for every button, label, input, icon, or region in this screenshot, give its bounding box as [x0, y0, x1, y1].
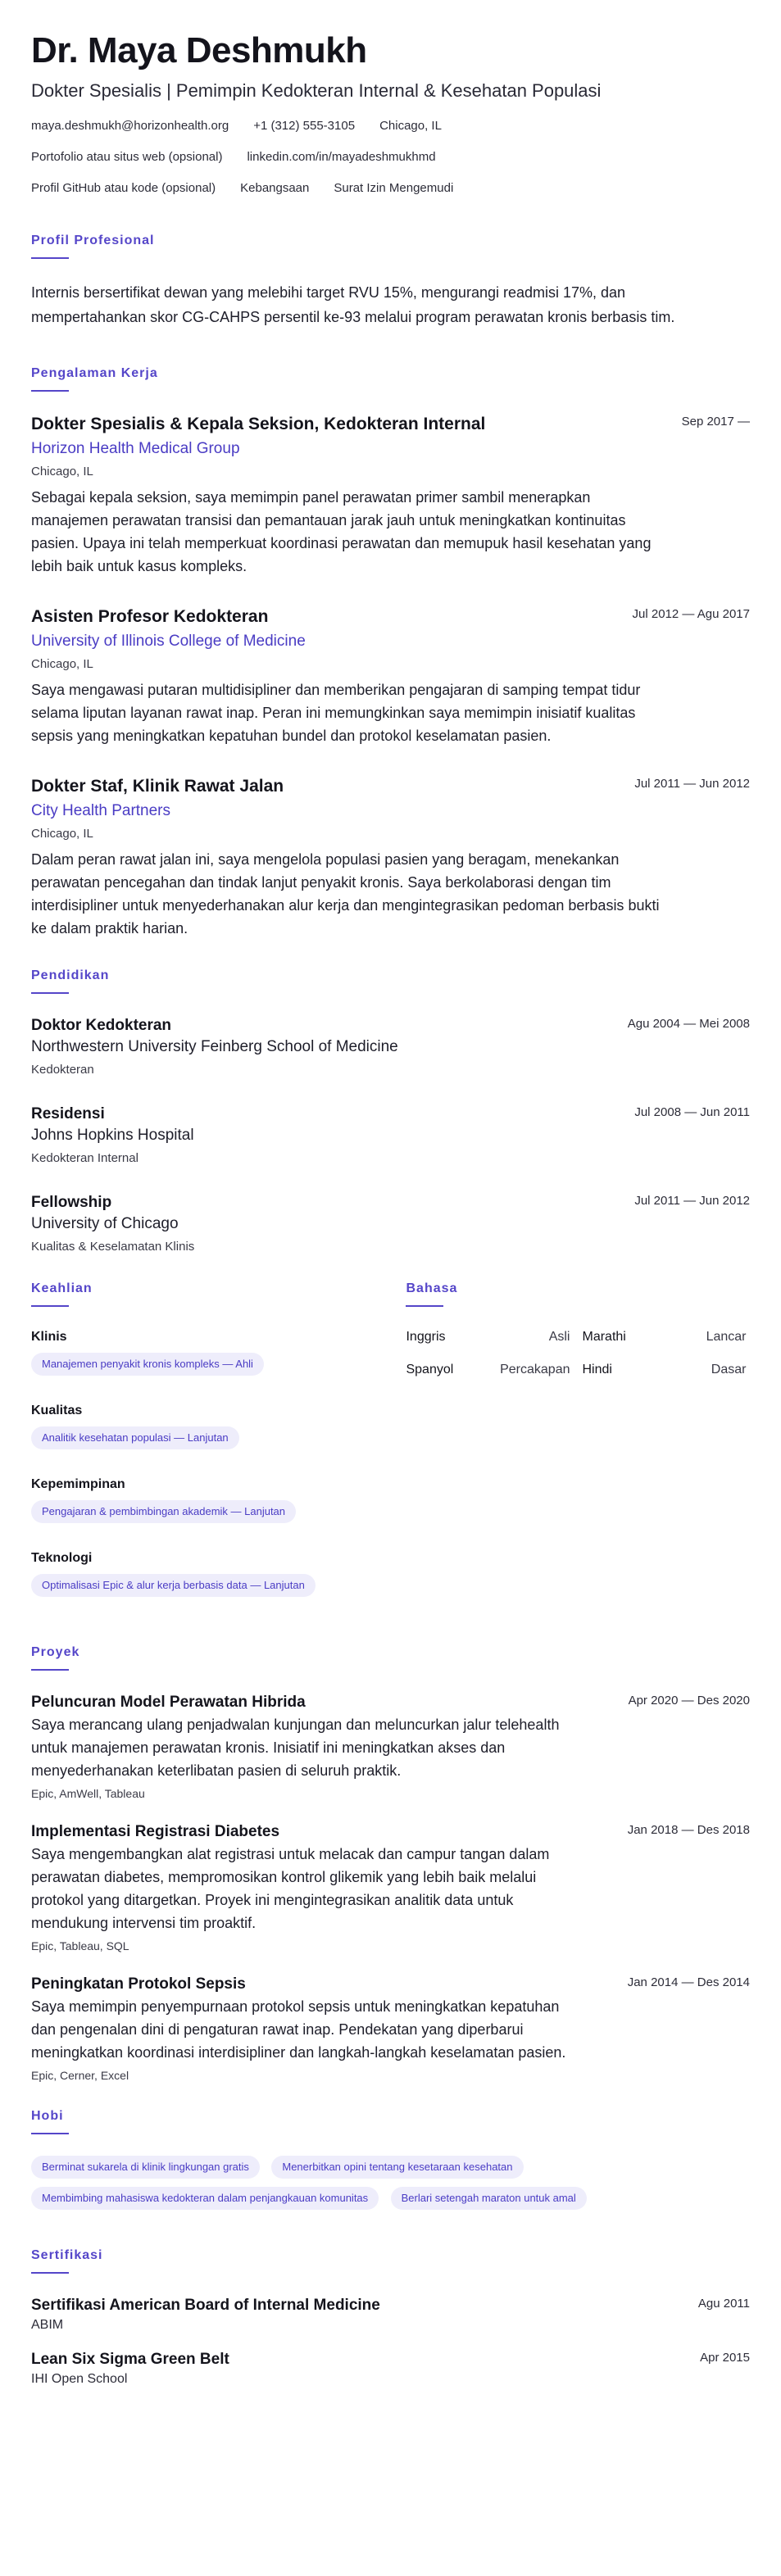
project-entry: [31, 1974, 750, 2084]
language-name: Inggris: [406, 1330, 446, 1344]
contact-location: Chicago, IL: [379, 119, 442, 133]
certification-entry: [31, 2349, 750, 2388]
project-date: Apr 2020 — Des 2020: [628, 1694, 750, 1708]
experience-description: Sebagai kepala seksion, saya memimpin panel perawatan primer sambil menerapkan manajemen perawatan transisi dan pemantauan jarak jauh untuk meningkatkan kontinuitas pasien. Upaya ini telah memperkuat koordinasi perawatan dan memupuk hasil kesehatan yang lebih baik untuk kasus kompleks.: [31, 489, 652, 574]
skill-chip: Manajemen penyakit kronis kompleks — Ahli: [31, 1353, 264, 1376]
education-section: [31, 968, 750, 1256]
education-school: Northwestern University Feinberg School of Medicine: [31, 1038, 398, 1055]
section-divider: [31, 2272, 69, 2274]
profile-section: [31, 233, 750, 329]
contact-email[interactable]: maya.deshmukh@horizonhealth.org: [31, 119, 229, 133]
education-date: Agu 2004 — Mei 2008: [627, 1017, 750, 1031]
hobbies-list: [31, 2156, 750, 2218]
section-title-certifications: Sertifikasi: [31, 2248, 103, 2262]
skill-group: [31, 1402, 406, 1458]
skills-languages-section: [31, 1281, 750, 1623]
contact-linkedin[interactable]: linkedin.com/in/mayadeshmukhmd: [247, 150, 436, 164]
profile-summary: Internis bersertifikat dewan yang melebihi target RVU 15%, mengurangi readmisi 17%, dan mempertahankan skor CG-CAHPS persentil ke-93 melalui program perawatan kronis berbasis tim.: [31, 284, 675, 325]
project-technologies: Epic, AmWell, Tableau: [31, 1787, 145, 1800]
project-description: Saya merancang ulang penjadwalan kunjungan dan meluncurkan jalur telehealth untuk manajemen perawatan kronis. Inisiatif ini meningkatkan akses dan menyederhanakan keterlibatan pasien di seluruh praktik.: [31, 1717, 560, 1779]
language-name: Marathi: [582, 1330, 626, 1344]
education-degree: Fellowship: [31, 1194, 112, 1211]
hobbies-section: [31, 2108, 750, 2218]
education-entry: [31, 1104, 750, 1168]
skill-group-label: Klinis: [31, 1330, 67, 1344]
skill-group-label: Kepemimpinan: [31, 1477, 125, 1491]
project-technologies: Epic, Cerner, Excel: [31, 2069, 129, 2082]
section-title-hobbies: Hobi: [31, 2109, 64, 2123]
section-divider: [31, 1305, 69, 1307]
hobby-chip: Menerbitkan opini tentang kesetaraan kesehatan: [271, 2156, 523, 2179]
languages-list: [406, 1328, 750, 1379]
section-title-languages: Bahasa: [406, 1281, 458, 1295]
language-level: Percakapan: [500, 1363, 570, 1376]
project-date: Jan 2014 — Des 2014: [627, 1975, 750, 1989]
project-description: Saya mengembangkan alat registrasi untuk melacak dan campur tangan dalam perawatan diabetes, mempromosikan kontrol glikemik yang lebih baik melalui protokol yang ditargetkan. Proyek ini mengintegrasikan analitik data untuk mendukung intervensi tim proaktif.: [31, 1846, 550, 1931]
language-name: Spanyol: [406, 1363, 454, 1376]
experience-entry: [31, 413, 750, 578]
experience-location: Chicago, IL: [31, 465, 93, 478]
experience-location: Chicago, IL: [31, 657, 93, 671]
education-field: Kedokteran Internal: [31, 1151, 138, 1165]
section-divider: [31, 257, 69, 259]
experience-entry: [31, 775, 750, 940]
certification-entry: [31, 2295, 750, 2334]
language-level: Dasar: [711, 1363, 747, 1376]
experience-organization: City Health Partners: [31, 802, 171, 819]
contact-drivers-license: Surat Izin Mengemudi: [334, 181, 454, 195]
candidate-headline: Dokter Spesialis | Pemimpin Kedokteran Internal & Kesehatan Populasi: [31, 80, 602, 101]
project-entry: [31, 1692, 750, 1802]
language-level: Lancar: [706, 1330, 747, 1344]
project-description: Saya memimpin penyempurnaan protokol sepsis untuk meningkatkan kepatuhan dan pengenalan dini di pengaturan rawat inap. Pendekatan yang diperbarui meningkatkan koordinasi interdisipliner dan langkah-langkah keselamatan pasien.: [31, 1998, 566, 2061]
experience-date: Jul 2011 — Jun 2012: [634, 777, 750, 791]
certification-issuer: IHI Open School: [31, 2372, 128, 2386]
project-technologies: Epic, Tableau, SQL: [31, 1939, 129, 1952]
skill-chip: Pengajaran & pembimbingan akademik — Lanjutan: [31, 1500, 296, 1523]
education-date: Jul 2008 — Jun 2011: [634, 1105, 750, 1119]
section-title-profile: Profil Profesional: [31, 234, 155, 247]
section-title-experience: Pengalaman Kerja: [31, 366, 158, 380]
experience-role: Dokter Staf, Klinik Rawat Jalan: [31, 777, 284, 796]
education-date: Jul 2011 — Jun 2012: [634, 1194, 750, 1208]
languages-column: [406, 1281, 750, 1623]
contact-nationality: Kebangsaan: [240, 181, 310, 195]
experience-date: Sep 2017 —: [681, 415, 750, 429]
section-title-education: Pendidikan: [31, 968, 110, 982]
education-school: University of Chicago: [31, 1215, 179, 1232]
hobby-chip: Berminat sukarela di klinik lingkungan gratis: [31, 2156, 260, 2179]
experience-location: Chicago, IL: [31, 827, 93, 841]
section-divider: [31, 390, 69, 392]
education-field: Kualitas & Keselamatan Klinis: [31, 1240, 195, 1254]
language-level: Asli: [548, 1330, 570, 1344]
section-divider: [406, 1305, 443, 1307]
skill-group: [31, 1476, 406, 1531]
certification-date: Agu 2011: [697, 2297, 750, 2311]
skill-chip: Analitik kesehatan populasi — Lanjutan: [31, 1426, 239, 1449]
certification-issuer: ABIM: [31, 2318, 64, 2332]
experience-organization: Horizon Health Medical Group: [31, 440, 240, 457]
project-date: Jan 2018 — Des 2018: [627, 1823, 750, 1837]
education-school: Johns Hopkins Hospital: [31, 1127, 194, 1144]
skills-column: [31, 1281, 406, 1623]
contact-row-2: [31, 149, 750, 166]
skill-group: [31, 1549, 406, 1605]
education-degree: Doktor Kedokteran: [31, 1017, 172, 1034]
language-item: [406, 1328, 570, 1346]
project-entry: [31, 1821, 750, 1954]
certification-name: Sertifikasi American Board of Internal Medicine: [31, 2297, 380, 2314]
skill-group: [31, 1328, 406, 1384]
language-item: [406, 1361, 570, 1379]
education-field: Kedokteran: [31, 1063, 94, 1077]
language-item: [582, 1328, 746, 1346]
contact-row-1: [31, 118, 750, 134]
experience-role: Dokter Spesialis & Kepala Seksion, Kedokteran Internal: [31, 415, 486, 433]
experience-description: Saya mengawasi putaran multidisipliner dan memberikan pengajaran di samping tempat tidur selama liputan layanan rawat inap. Peran ini memungkinkan saya memimpin inisiatif kualitas sepsis yang meningkatkan kepatuhan bundel dan protokol keselamatan pasien.: [31, 682, 641, 744]
experience-date: Jul 2012 — Agu 2017: [632, 607, 750, 621]
section-divider: [31, 2133, 69, 2134]
skill-group-label: Teknologi: [31, 1551, 93, 1565]
education-entry: [31, 1015, 750, 1079]
section-divider: [31, 992, 69, 994]
language-item: [582, 1361, 746, 1379]
project-name: Implementasi Registrasi Diabetes: [31, 1823, 280, 1840]
project-name: Peluncuran Model Perawatan Hibrida: [31, 1694, 306, 1711]
experience-role: Asisten Profesor Kedokteran: [31, 607, 269, 626]
resume-header: [31, 29, 750, 197]
section-title-projects: Proyek: [31, 1645, 80, 1659]
experience-description: Dalam peran rawat jalan ini, saya mengelola populasi pasien yang beragam, menekankan perawatan pencegahan dan tindak lanjut penyakit kronis. Saya berkolaborasi dengan tim interdisipliner untuk menyederhanakan alur kerja dan mengintegrasikan pedoman berbasis bukti ke dalam praktik harian.: [31, 851, 660, 937]
education-degree: Residensi: [31, 1105, 105, 1122]
skill-group-label: Kualitas: [31, 1404, 83, 1417]
contact-github[interactable]: Profil GitHub atau kode (opsional): [31, 181, 216, 195]
contact-phone[interactable]: +1 (312) 555-3105: [253, 119, 356, 133]
experience-entry: [31, 605, 750, 747]
project-name: Peningkatan Protokol Sepsis: [31, 1975, 246, 1993]
certifications-section: [31, 2247, 750, 2388]
skill-chip: Optimalisasi Epic & alur kerja berbasis data — Lanjutan: [31, 1574, 316, 1597]
section-title-skills: Keahlian: [31, 1281, 93, 1295]
certification-name: Lean Six Sigma Green Belt: [31, 2351, 229, 2368]
contact-portfolio[interactable]: Portofolio atau situs web (opsional): [31, 150, 223, 164]
contact-row-3: [31, 180, 750, 197]
hobby-chip: Berlari setengah maraton untuk amal: [391, 2187, 587, 2210]
candidate-name: Dr. Maya Deshmukh: [31, 30, 367, 70]
experience-section: [31, 365, 750, 940]
experience-organization: University of Illinois College of Medicine: [31, 633, 306, 650]
certification-date: Apr 2015: [700, 2351, 750, 2365]
projects-section: [31, 1644, 750, 2084]
hobby-chip: Membimbing mahasiswa kedokteran dalam penjangkauan komunitas: [31, 2187, 379, 2210]
education-entry: [31, 1192, 750, 1256]
section-divider: [31, 1669, 69, 1671]
language-name: Hindi: [582, 1363, 612, 1376]
